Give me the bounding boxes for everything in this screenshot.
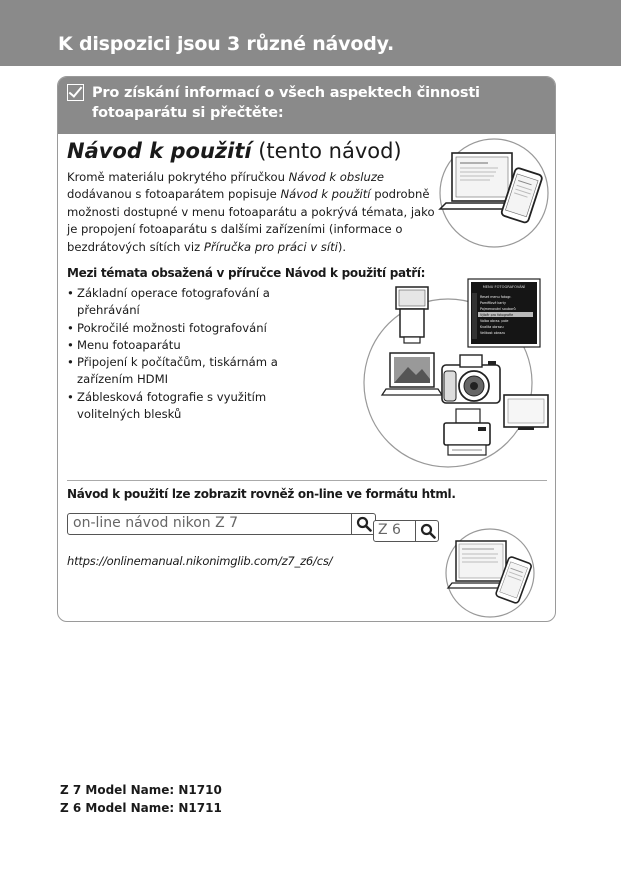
camera-connectivity-diagram: [328, 273, 553, 473]
camera-menu-screen: [468, 279, 540, 347]
camera-icon: [442, 355, 500, 403]
svg-text:Volba obraz. pole: Volba obraz. pole: [480, 319, 509, 323]
svg-text:Výběr pro fotografie: Výběr pro fotografie: [480, 313, 514, 317]
guide-title-sub: (tento návod): [251, 139, 402, 163]
topics-list: [67, 285, 297, 423]
online-manual-note: Návod k použití lze zobrazit rovněž on-line ve formátu html.: [67, 487, 456, 501]
search-icon: [420, 523, 436, 539]
list-item: • Připojení k počítačům, tiskárnám a zařízením HDMI: [67, 354, 297, 389]
online-manual-illustration: [444, 527, 536, 619]
search-box-z7: [67, 513, 376, 535]
topics-heading: Mezi témata obsažená v příručce Návod k použití patří:: [67, 266, 426, 280]
list-item: • Menu fotoaparátu: [67, 337, 297, 354]
list-item: • Záblesková fotografie s využitím volitelných blesků: [67, 389, 297, 424]
tv-monitor-icon: [504, 395, 548, 430]
svg-text:MENU FOTOGRAFOVÁNÍ: MENU FOTOGRAFOVÁNÍ: [482, 285, 526, 289]
search-box-z6: [373, 520, 439, 542]
svg-text:Paměťové karty: Paměťové karty: [480, 301, 506, 305]
box-heading: Pro získání informací o všech aspektech činnosti fotoaparátu si přečtěte:: [92, 85, 480, 121]
model-line-z6: Z 6 Model Name: N1711: [60, 801, 222, 815]
box-heading-bar: [58, 77, 555, 134]
search-button-z6: [415, 521, 438, 541]
search-button-z7: [351, 514, 375, 534]
search-text-z6: Z 6: [378, 522, 401, 538]
page-title: K dispozici jsou 3 různé návody.: [58, 33, 395, 55]
svg-text:Kvalita obrazu: Kvalita obrazu: [480, 325, 504, 329]
search-icon: [356, 516, 372, 532]
search-text-z7: on-line návod nikon Z 7: [73, 515, 239, 531]
checkbox-icon: [67, 84, 84, 101]
svg-text:Velikost obrazu: Velikost obrazu: [480, 331, 506, 335]
guide-info-box: [57, 76, 556, 622]
guide-title: [67, 139, 402, 163]
svg-text:Pojmenování souborů: Pojmenování souborů: [480, 307, 516, 311]
online-manual-url: https://onlinemanual.nikonimglib.com/z7_z6/cs/: [67, 554, 333, 568]
svg-text:Reset menu fotogr.: Reset menu fotogr.: [480, 295, 512, 299]
printer-icon: [444, 409, 490, 455]
page-header: [0, 0, 621, 66]
model-line-z7: Z 7 Model Name: N1710: [60, 783, 222, 797]
list-item: • Základní operace fotografování a přehrávání: [67, 285, 297, 320]
laptop-icon: [382, 353, 442, 395]
guide-title-main: Návod k použití: [67, 139, 252, 163]
section-divider: [67, 480, 547, 481]
flash-icon: [396, 287, 428, 343]
intro-paragraph: Kromě materiálu pokrytého příručkou Návod k obsluze dodávanou s fotoaparátem popisuje Návod k použití podrobně možnosti dostupné v menu fotoaparátu a pokrývá témata, jako je propojení fotoaparátu s dalšími zařízeními (informace o bezdrátových sítích viz Příručka pro práci v síti).: [67, 170, 435, 254]
laptop-phone-illustration: [438, 137, 550, 249]
list-item: • Pokročilé možnosti fotografování: [67, 320, 297, 337]
